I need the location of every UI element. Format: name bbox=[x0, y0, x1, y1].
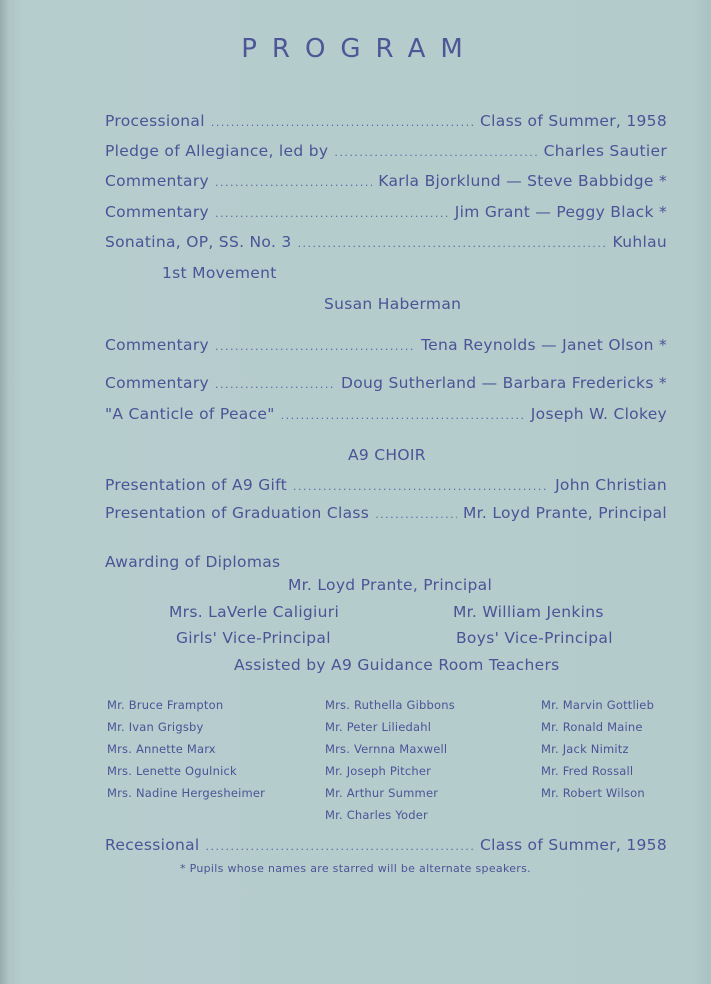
item-label: Commentary bbox=[105, 203, 209, 221]
item-label: Processional bbox=[105, 112, 205, 130]
item-performer: Karla Bjorklund — Steve Babbidge * bbox=[378, 172, 667, 190]
footnote: * Pupils whose names are starred will be alternate speakers. bbox=[180, 862, 531, 875]
teacher-name: Mr. Marvin Gottlieb bbox=[541, 698, 655, 712]
item-label: "A Canticle of Peace" bbox=[105, 405, 275, 423]
dot-leader bbox=[215, 340, 415, 353]
item-performer: Class of Summer, 1958 bbox=[480, 112, 667, 130]
teacher-name: Mr. Ivan Grigsby bbox=[107, 720, 204, 734]
teacher-name: Mr. Ronald Maine bbox=[541, 720, 643, 734]
teachers-column-3 bbox=[541, 698, 654, 808]
program-row bbox=[105, 203, 667, 221]
dot-leader bbox=[215, 176, 372, 189]
boys-vp-name: Mr. William Jenkins bbox=[453, 603, 604, 621]
paper-edge bbox=[0, 0, 10, 984]
item-label: Sonatina, OP, SS. No. 3 bbox=[105, 233, 292, 251]
dot-leader bbox=[215, 378, 335, 391]
item-performer: Tena Reynolds — Janet Olson * bbox=[421, 336, 667, 354]
item-performer: Kuhlau bbox=[612, 233, 667, 251]
program-row bbox=[105, 476, 667, 494]
dot-leader bbox=[215, 207, 449, 220]
program-row bbox=[105, 112, 667, 130]
teacher-name: Mrs. Lenette Ogulnick bbox=[107, 764, 237, 778]
choir-heading: A9 CHOIR bbox=[348, 446, 426, 464]
item-label: Commentary bbox=[105, 336, 209, 354]
teacher-name: Mrs. Ruthella Gibbons bbox=[325, 698, 455, 712]
boys-vp-title: Boys' Vice-Principal bbox=[456, 629, 613, 647]
item-label: Presentation of Graduation Class bbox=[105, 504, 370, 522]
program-row bbox=[105, 336, 667, 354]
girls-vp-title: Girls' Vice-Principal bbox=[176, 629, 331, 647]
teacher-name: Mrs. Annette Marx bbox=[107, 742, 216, 756]
item-performer: Mr. Loyd Prante, Principal bbox=[462, 504, 667, 522]
girls-vp-name: Mrs. LaVerle Caligiuri bbox=[169, 603, 340, 621]
teacher-name: Mr. Jack Nimitz bbox=[541, 742, 629, 756]
teacher-name: Mr. Peter Liliedahl bbox=[325, 720, 432, 734]
teacher-name: Mr. Arthur Summer bbox=[325, 786, 439, 800]
program-row bbox=[105, 836, 667, 854]
principal-name: Mr. Loyd Prante, Principal bbox=[288, 576, 493, 594]
program-row bbox=[105, 374, 667, 392]
dot-leader bbox=[375, 508, 457, 521]
awarding-heading: Awarding of Diplomas bbox=[105, 553, 281, 571]
movement-label: 1st Movement bbox=[162, 264, 277, 282]
teacher-name: Mr. Robert Wilson bbox=[541, 786, 645, 800]
item-performer: Charles Sautier bbox=[543, 142, 667, 160]
program-row bbox=[105, 233, 667, 251]
dot-leader bbox=[206, 840, 475, 853]
teacher-name: Mrs. Nadine Hergesheimer bbox=[107, 786, 266, 800]
program-row bbox=[105, 142, 667, 160]
performer-name: Susan Haberman bbox=[324, 295, 462, 313]
page-title: PROGRAM bbox=[241, 34, 478, 64]
item-performer: Jim Grant — Peggy Black * bbox=[454, 203, 667, 221]
item-performer: John Christian bbox=[555, 476, 667, 494]
dot-leader bbox=[211, 116, 474, 129]
item-performer: Doug Sutherland — Barbara Fredericks * bbox=[340, 374, 667, 392]
dot-leader bbox=[293, 480, 549, 493]
dot-leader bbox=[298, 237, 607, 250]
item-label: Pledge of Allegiance, led by bbox=[105, 142, 329, 160]
teacher-name: Mr. Charles Yoder bbox=[325, 808, 428, 822]
dot-leader bbox=[281, 409, 525, 422]
teacher-name: Mrs. Vernna Maxwell bbox=[325, 742, 448, 756]
program-row bbox=[105, 172, 667, 190]
dot-leader bbox=[334, 146, 537, 159]
program-row bbox=[105, 405, 667, 423]
teacher-name: Mr. Fred Rossall bbox=[541, 764, 634, 778]
program-row bbox=[105, 504, 667, 522]
item-label: Commentary bbox=[105, 172, 209, 190]
item-performer: Joseph W. Clokey bbox=[530, 405, 667, 423]
item-label: Presentation of A9 Gift bbox=[105, 476, 288, 494]
item-performer: Class of Summer, 1958 bbox=[480, 836, 667, 854]
item-label: Recessional bbox=[105, 836, 200, 854]
teachers-column-2 bbox=[325, 698, 455, 830]
teacher-name: Mr. Joseph Pitcher bbox=[325, 764, 432, 778]
assisted-line: Assisted by A9 Guidance Room Teachers bbox=[234, 656, 560, 674]
teacher-name: Mr. Bruce Frampton bbox=[107, 698, 224, 712]
teachers-column-1 bbox=[107, 698, 265, 808]
item-label: Commentary bbox=[105, 374, 209, 392]
